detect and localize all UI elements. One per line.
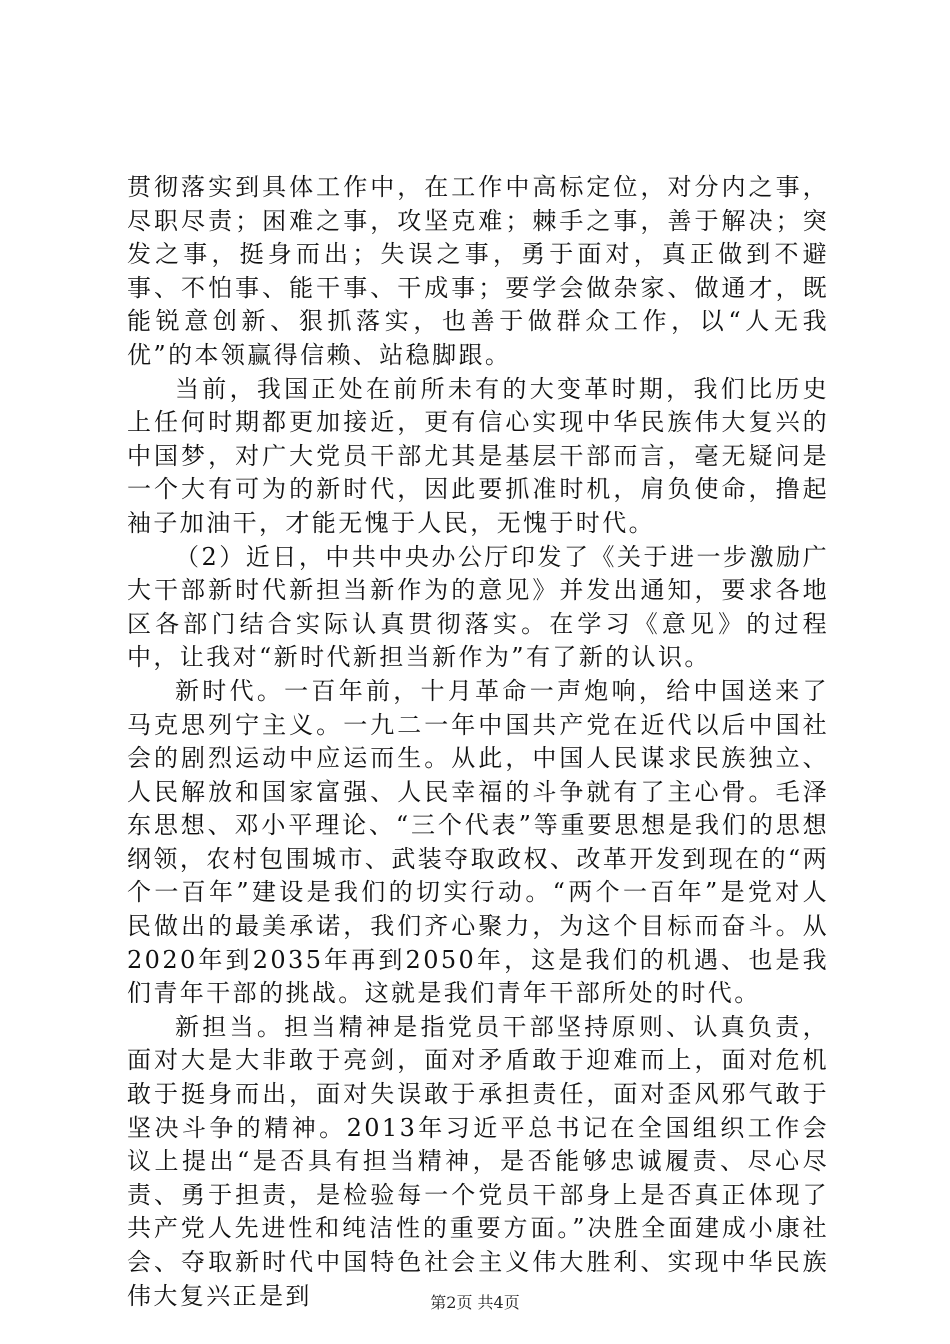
paragraph-5: 新担当。担当精神是指党员干部坚持原则、认真负责，面对大是大非敢于亮剑，面对矛盾敢于迎难而上，面对危机敢于挺身而出，面对失误敢于承担责任，面对歪风邪气敢于坚决斗争的精神。2013年习近平总书记在全国组织工作会议上提出“是否具有担当精神，是否能够忠诚履责、尽心尽责、勇于担责，是检验每一个党员干部身上是否真正体现了共产党人先进性和纯洁性的重要方面。”决胜全面建成小康社会、夺取新时代中国特色社会主义伟大胜利、实现中华民族伟大复兴正是到 <box>127 1012 829 1310</box>
paragraph-3: （2）近日，中共中央办公厅印发了《关于进一步激励广大干部新时代新担当新作为的意见》并发出通知，要求各地区各部门结合实际认真贯彻落实。在学习《意见》的过程中，让我对“新时代新担当新作为”有了新的认识。 <box>127 542 829 672</box>
document-body <box>127 171 829 1313</box>
page-footer: 第2页 共4页 <box>430 1293 520 1312</box>
paragraph-1: 贯彻落实到具体工作中，在工作中高标定位，对分内之事，尽职尽责；困难之事，攻坚克难；棘手之事，善于解决；突发之事，挺身而出；失误之事，勇于面对，真正做到不避事、不怕事、能干事、干成事；要学会做杂家、做通才，既能锐意创新、狠抓落实，也善于做群众工作，以“人无我优”的本领赢得信赖、站稳脚跟。 <box>127 173 829 369</box>
paragraph-2: 当前，我国正处在前所未有的大变革时期，我们比历史上任何时期都更加接近，更有信心实现中华民族伟大复兴的中国梦，对广大党员干部尤其是基层干部而言，毫无疑问是一个大有可为的新时代，因此要抓准时机，肩负使命，撸起袖子加油干，才能无愧于人民，无愧于时代。 <box>127 374 829 537</box>
paragraph-4: 新时代。一百年前，十月革命一声炮响，给中国送来了马克思列宁主义。一九二一年中国共产党在近代以后中国社会的剧烈运动中应运而生。从此，中国人民谋求民族独立、人民解放和国家富强、人民幸福的斗争就有了主心骨。毛泽东思想、邓小平理论、“三个代表”等重要思想是我们的思想纲领，农村包围城市、武装夺取政权、改革开发到现在的“两个一百年”建设是我们的切实行动。“两个一百年”是党对人民做出的最美承诺，我们齐心聚力，为这个目标而奋斗。从2020年到2035年再到2050年，这是我们的机遇、也是我们青年干部的挑战。这就是我们青年干部所处的时代。 <box>127 676 829 1008</box>
